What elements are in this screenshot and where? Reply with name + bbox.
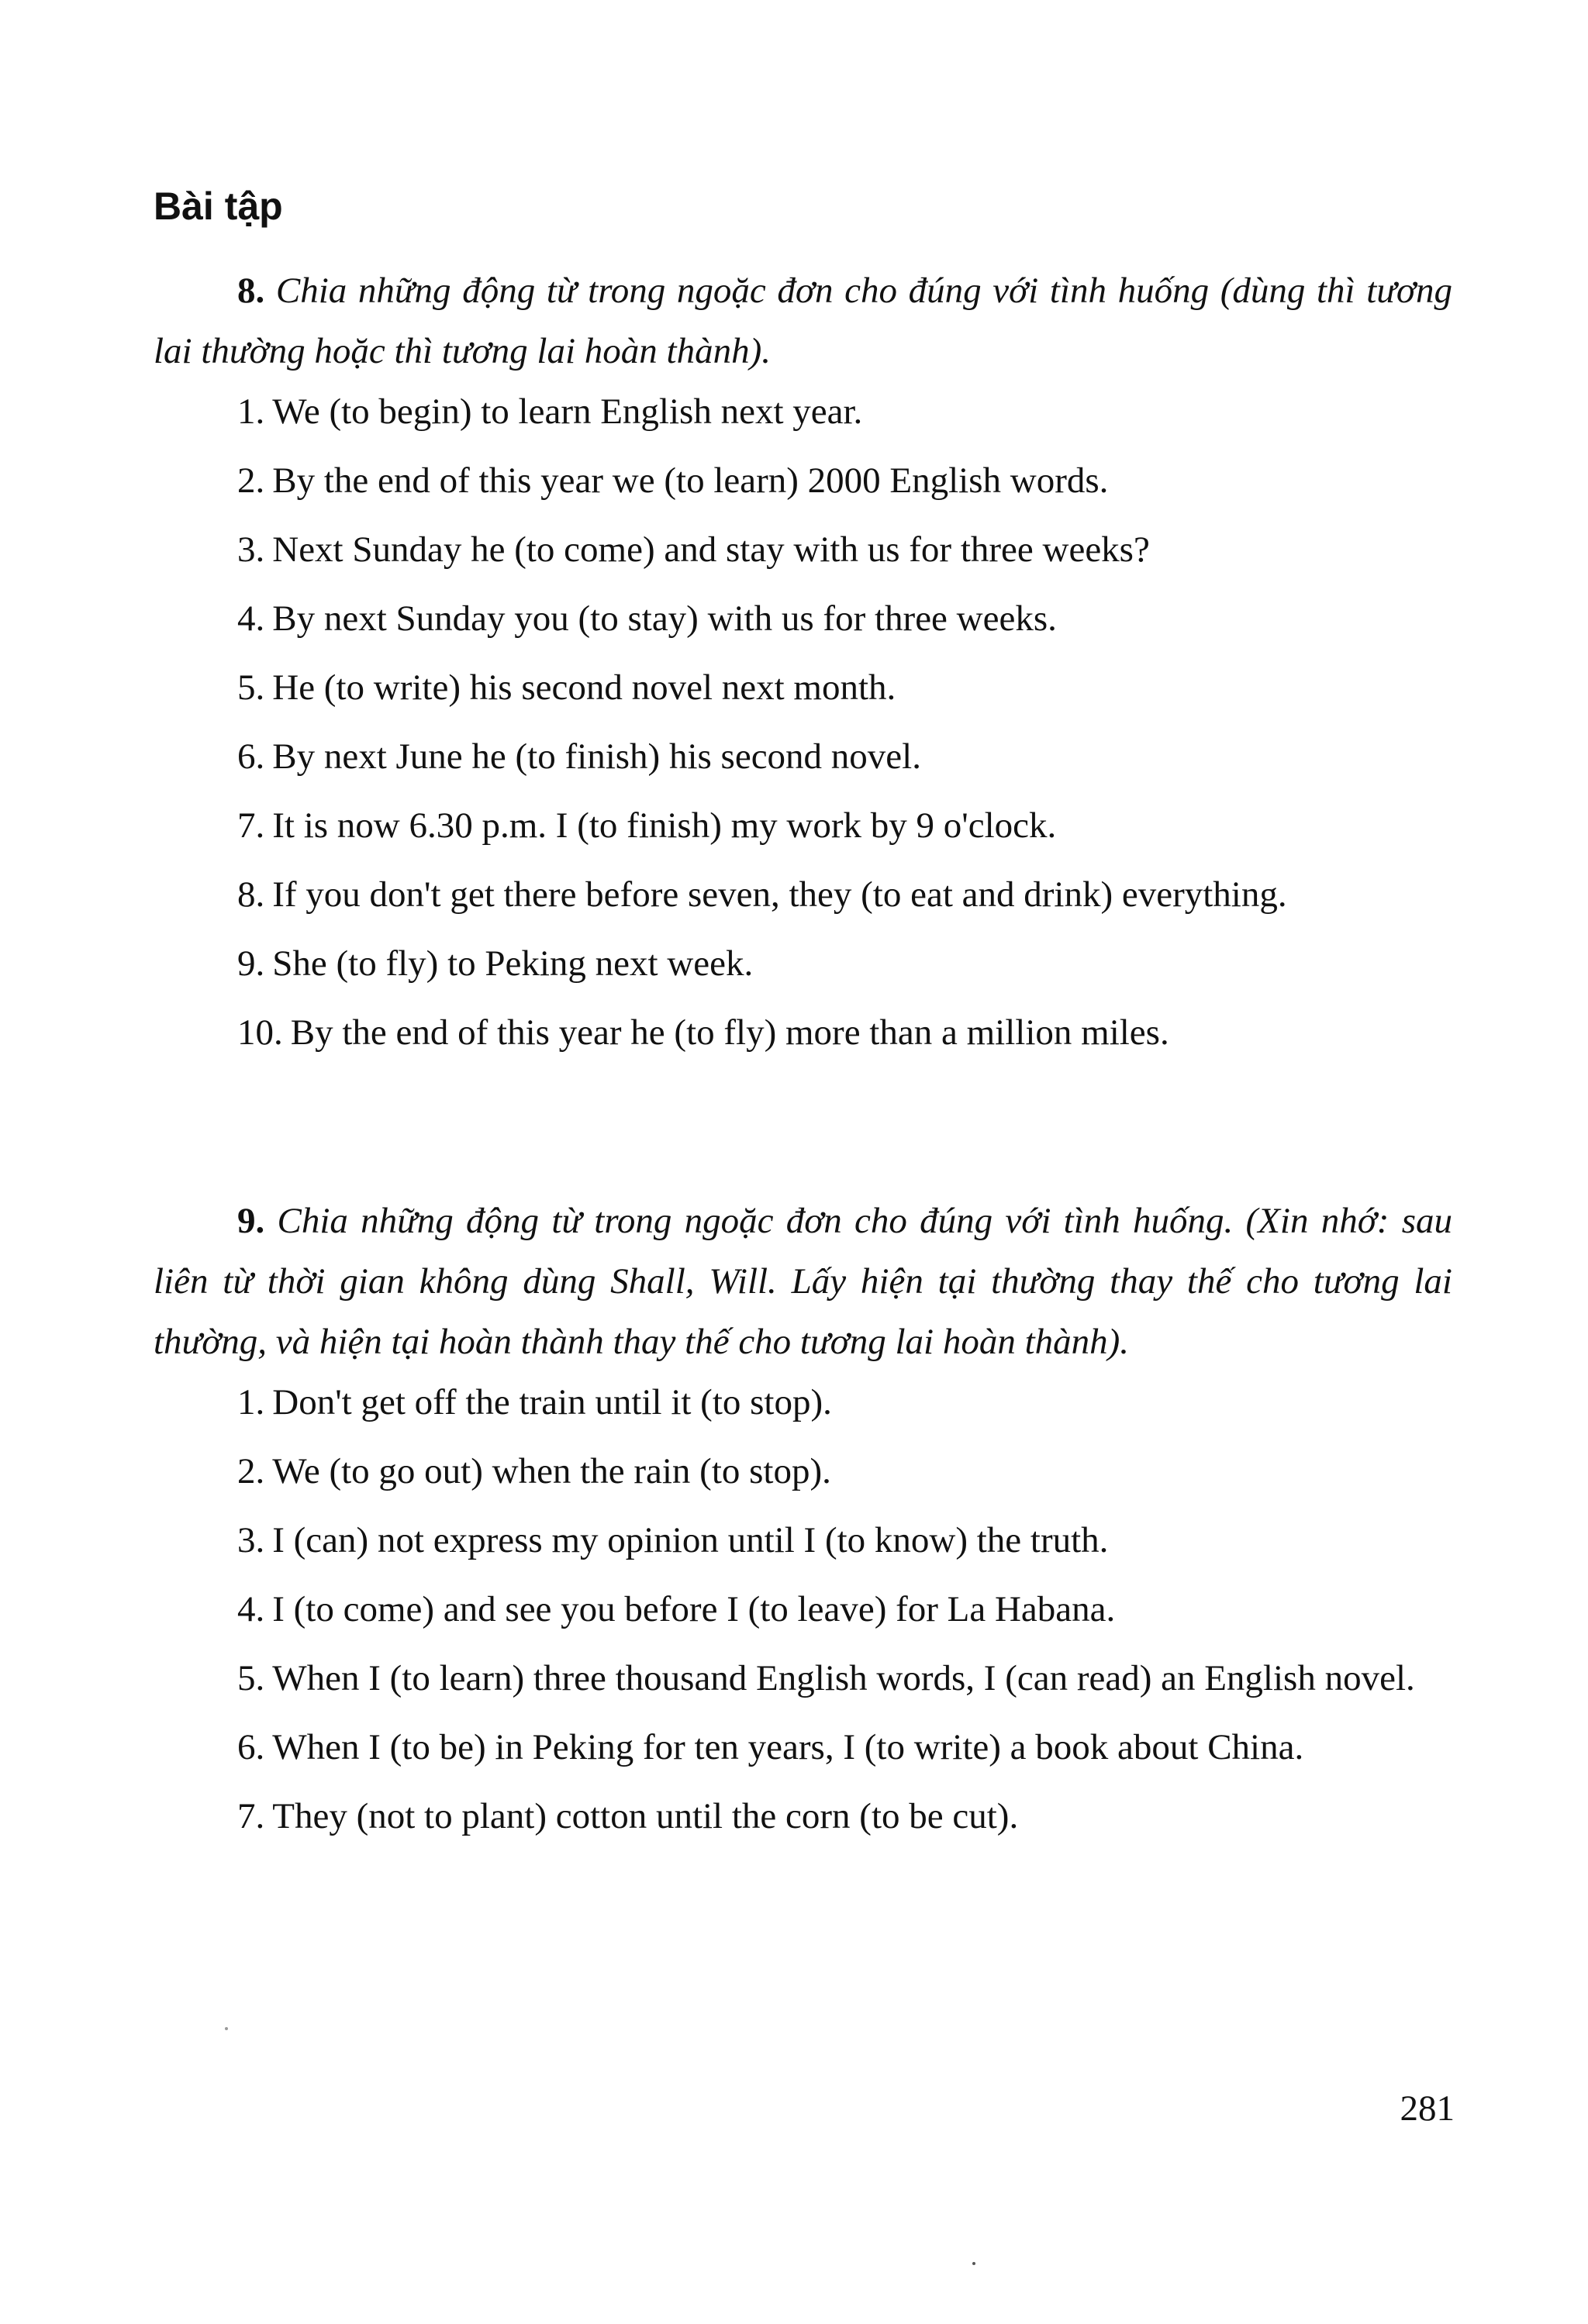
list-item bbox=[154, 726, 1452, 787]
list-item bbox=[154, 450, 1452, 511]
item-number: 3. bbox=[237, 1520, 265, 1560]
exercise-8 bbox=[154, 260, 1452, 1063]
item-number: 1. bbox=[237, 391, 265, 432]
list-item bbox=[154, 1648, 1452, 1709]
item-text: By next June he (to finish) his second novel. bbox=[272, 736, 921, 777]
list-item bbox=[154, 1786, 1452, 1846]
list-item bbox=[154, 1372, 1452, 1433]
item-text: Next Sunday he (to come) and stay with us for three weeks? bbox=[272, 529, 1150, 570]
exercise-9-number: 9. bbox=[237, 1201, 265, 1241]
exercise-8-number: 8. bbox=[237, 271, 265, 311]
item-text: They (not to plant) cotton until the corn (to be cut). bbox=[272, 1796, 1019, 1836]
item-number: 8. bbox=[237, 874, 265, 915]
list-item bbox=[154, 519, 1452, 580]
item-text: When I (to learn) three thousand English words, I (can read) an English novel. bbox=[272, 1658, 1415, 1698]
exercise-9-instruction-text: Chia những động từ trong ngoặc đơn cho đúng với tình huống. (Xin nhớ: sau liên từ thời gian không dùng Shall, Will. Lấy hiện tại thường thay thế cho tương lai thường, và hiện tại hoàn thành thay thế cho tương lai hoàn thành). bbox=[154, 1201, 1453, 1362]
item-number: 10. bbox=[237, 1012, 283, 1053]
exercise-9-instruction bbox=[154, 1191, 1452, 1372]
section-title: Bài tập bbox=[154, 184, 283, 228]
item-number: 5. bbox=[237, 1658, 265, 1698]
page-number: 281 bbox=[1400, 2088, 1455, 2129]
item-text: Don't get off the train until it (to stop). bbox=[272, 1382, 832, 1422]
item-number: 2. bbox=[237, 460, 265, 501]
item-text: She (to fly) to Peking next week. bbox=[272, 943, 754, 984]
item-number: 4. bbox=[237, 598, 265, 639]
item-text: We (to go out) when the rain (to stop). bbox=[272, 1451, 831, 1491]
list-item bbox=[154, 933, 1452, 994]
item-text: By the end of this year we (to learn) 2000 English words. bbox=[272, 460, 1109, 501]
exercise-9 bbox=[154, 1191, 1452, 1846]
item-text: He (to write) his second novel next month. bbox=[272, 667, 896, 708]
list-item bbox=[154, 657, 1452, 718]
exercise-8-instruction bbox=[154, 260, 1452, 381]
list-item bbox=[154, 381, 1452, 442]
list-item bbox=[154, 1579, 1452, 1640]
item-text: By the end of this year he (to fly) more than a million miles. bbox=[290, 1012, 1169, 1053]
scan-speck bbox=[225, 2027, 228, 2030]
list-item bbox=[154, 1002, 1452, 1063]
exercise-9-items bbox=[154, 1372, 1452, 1846]
item-number: 1. bbox=[237, 1382, 265, 1422]
item-text: It is now 6.30 p.m. I (to finish) my work by 9 o'clock. bbox=[272, 805, 1057, 846]
list-item bbox=[154, 1510, 1452, 1571]
item-text: By next Sunday you (to stay) with us for three weeks. bbox=[272, 598, 1057, 639]
item-text: We (to begin) to learn English next year. bbox=[272, 391, 863, 432]
item-number: 9. bbox=[237, 943, 265, 984]
list-item bbox=[154, 1441, 1452, 1502]
item-number: 7. bbox=[237, 1796, 265, 1836]
item-number: 6. bbox=[237, 736, 265, 777]
item-text: When I (to be) in Peking for ten years, I (to write) a book about China. bbox=[272, 1727, 1304, 1767]
item-number: 7. bbox=[237, 805, 265, 846]
item-number: 2. bbox=[237, 1451, 265, 1491]
item-number: 3. bbox=[237, 529, 265, 570]
list-item bbox=[154, 588, 1452, 649]
item-number: 5. bbox=[237, 667, 265, 708]
list-item bbox=[154, 1717, 1452, 1777]
scan-speck bbox=[972, 2262, 975, 2265]
item-text: If you don't get there before seven, they (to eat and drink) everything. bbox=[272, 874, 1287, 915]
item-text: I (can) not express my opinion until I (to know) the truth. bbox=[272, 1520, 1109, 1560]
item-number: 6. bbox=[237, 1727, 265, 1767]
item-text: I (to come) and see you before I (to leave) for La Habana. bbox=[272, 1589, 1116, 1629]
exercise-8-instruction-text: Chia những động từ trong ngoặc đơn cho đúng với tình huống (dùng thì tương lai thường hoặc thì tương lai hoàn thành). bbox=[154, 271, 1453, 371]
list-item bbox=[154, 795, 1452, 856]
exercise-8-items bbox=[154, 381, 1452, 1063]
list-item bbox=[154, 864, 1452, 925]
item-number: 4. bbox=[237, 1589, 265, 1629]
